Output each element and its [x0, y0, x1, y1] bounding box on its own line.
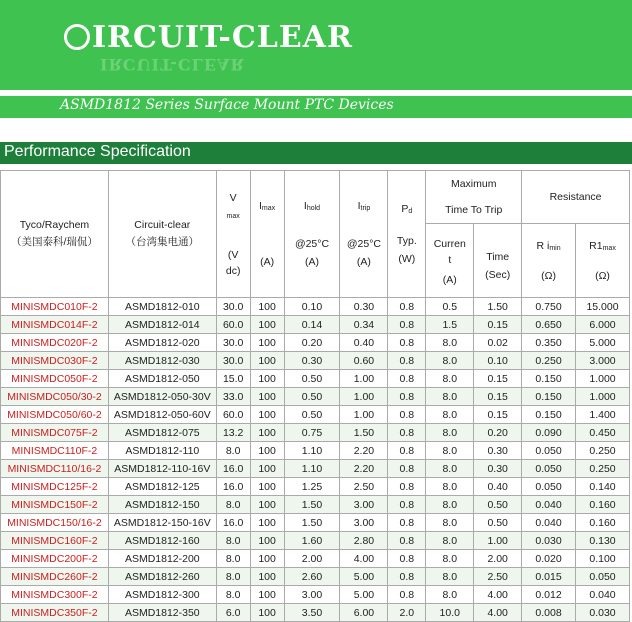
table-cell: MINISMDC050/60-2: [1, 406, 109, 424]
table-cell: 8.0: [426, 334, 474, 352]
table-cell: 0.140: [576, 478, 630, 496]
table-cell: 100: [250, 586, 284, 604]
company-logo: [64, 20, 353, 55]
table-cell: ASMD1812-020: [108, 334, 216, 352]
table-cell: 0.250: [522, 352, 576, 370]
table-cell: 100: [250, 514, 284, 532]
table-cell: 0.30: [340, 298, 388, 316]
table-cell: ASMD1812-150: [108, 496, 216, 514]
table-cell: 8.0: [426, 406, 474, 424]
header-tyco: Tyco/Raychem （美国泰科/瑞侃）: [1, 171, 109, 298]
table-row: [1, 496, 630, 514]
table-cell: 8.0: [426, 568, 474, 586]
table-cell: 60.0: [216, 406, 250, 424]
table-cell: MINISMDC125F-2: [1, 478, 109, 496]
table-cell: 0.30: [474, 442, 522, 460]
table-cell: 2.0: [388, 604, 426, 622]
table-cell: 0.8: [388, 334, 426, 352]
header-imax: Imax (A): [250, 171, 284, 298]
table-cell: 100: [250, 334, 284, 352]
table-cell: MINISMDC260F-2: [1, 568, 109, 586]
table-cell: 0.150: [522, 388, 576, 406]
table-row: [1, 586, 630, 604]
table-cell: 3.00: [284, 586, 340, 604]
table-cell: 0.050: [522, 460, 576, 478]
table-cell: 3.000: [576, 352, 630, 370]
table-cell: 0.030: [576, 604, 630, 622]
table-cell: 16.0: [216, 514, 250, 532]
table-cell: 0.8: [388, 352, 426, 370]
table-cell: 100: [250, 496, 284, 514]
table-cell: 8.0: [426, 352, 474, 370]
table-cell: 3.00: [340, 514, 388, 532]
table-cell: MINISMDC200F-2: [1, 550, 109, 568]
table-cell: 1.50: [340, 424, 388, 442]
table-cell: ASMD1812-075: [108, 424, 216, 442]
table-cell: 0.150: [522, 370, 576, 388]
table-cell: 1.50: [474, 298, 522, 316]
section-title: Performance Specification: [4, 143, 191, 160]
table-cell: 0.015: [522, 568, 576, 586]
table-body: [1, 298, 630, 622]
table-cell: 100: [250, 424, 284, 442]
table-cell: 0.250: [576, 442, 630, 460]
table-cell: 0.150: [522, 406, 576, 424]
table-cell: MINISMDC150/16-2: [1, 514, 109, 532]
table-cell: 1.60: [284, 532, 340, 550]
series-subtitle: ASMD1812 Series Surface Mount PTC Devices: [60, 97, 394, 113]
table-cell: 1.10: [284, 442, 340, 460]
table-cell: 100: [250, 298, 284, 316]
table-cell: 0.050: [576, 568, 630, 586]
table-cell: 0.650: [522, 316, 576, 334]
table-cell: 0.040: [522, 514, 576, 532]
table-cell: 0.50: [474, 514, 522, 532]
table-cell: 1.5: [426, 316, 474, 334]
header-r1-max: R1max (Ω): [576, 224, 630, 298]
table-cell: MINISMDC050F-2: [1, 370, 109, 388]
table-cell: MINISMDC050/30-2: [1, 388, 109, 406]
table-cell: 8.0: [426, 424, 474, 442]
table-cell: 0.8: [388, 442, 426, 460]
table-cell: 2.00: [474, 550, 522, 568]
table-cell: MINISMDC110/16-2: [1, 460, 109, 478]
table-cell: 8.0: [216, 496, 250, 514]
table-cell: ASMD1812-050-30V: [108, 388, 216, 406]
table-cell: 8.0: [216, 532, 250, 550]
table-cell: 0.020: [522, 550, 576, 568]
logo-c-icon: [64, 24, 90, 50]
table-cell: 5.000: [576, 334, 630, 352]
table-cell: 0.8: [388, 388, 426, 406]
table-cell: 0.350: [522, 334, 576, 352]
table-cell: 0.10: [284, 298, 340, 316]
table-cell: 8.0: [426, 370, 474, 388]
table-cell: 2.60: [284, 568, 340, 586]
table-cell: 1.000: [576, 388, 630, 406]
table-cell: 1.000: [576, 370, 630, 388]
table-cell: MINISMDC350F-2: [1, 604, 109, 622]
table-cell: 100: [250, 352, 284, 370]
table-cell: 0.750: [522, 298, 576, 316]
table-cell: 0.30: [474, 460, 522, 478]
table-cell: 15.0: [216, 370, 250, 388]
table-cell: 1.25: [284, 478, 340, 496]
table-cell: ASMD1812-014: [108, 316, 216, 334]
table-cell: ASMD1812-010: [108, 298, 216, 316]
table-cell: 6.0: [216, 604, 250, 622]
header-resistance: Resistance: [522, 171, 630, 224]
table-cell: 16.0: [216, 460, 250, 478]
table-row: [1, 550, 630, 568]
table-cell: ASMD1812-125: [108, 478, 216, 496]
header-current: Curren t (A): [426, 224, 474, 298]
table-row: [1, 370, 630, 388]
table-cell: 0.02: [474, 334, 522, 352]
table-cell: 0.8: [388, 298, 426, 316]
table-cell: 1.50: [284, 514, 340, 532]
table-row: [1, 334, 630, 352]
table-cell: 8.0: [426, 550, 474, 568]
table-cell: 8.0: [426, 442, 474, 460]
table-cell: 100: [250, 316, 284, 334]
table-cell: MINISMDC160F-2: [1, 532, 109, 550]
table-cell: 1.50: [284, 496, 340, 514]
table-cell: 0.20: [284, 334, 340, 352]
logo-text: IRCUIT-CLEAR: [92, 20, 353, 55]
table-cell: 10.0: [426, 604, 474, 622]
table-cell: 8.0: [216, 568, 250, 586]
table-cell: 8.0: [426, 388, 474, 406]
table-row: [1, 514, 630, 532]
table-cell: MINISMDC150F-2: [1, 496, 109, 514]
header-pd: Pd Typ. (W): [388, 171, 426, 298]
table-cell: 0.8: [388, 532, 426, 550]
table-cell: 4.00: [474, 604, 522, 622]
table-row: [1, 388, 630, 406]
table-cell: MINISMDC020F-2: [1, 334, 109, 352]
table-cell: 0.15: [474, 316, 522, 334]
table-row: [1, 406, 630, 424]
table-cell: 13.2: [216, 424, 250, 442]
table-cell: 8.0: [426, 532, 474, 550]
table-cell: 8.0: [426, 514, 474, 532]
table-cell: ASMD1812-110-16V: [108, 460, 216, 478]
table-cell: 0.050: [522, 478, 576, 496]
table-row: [1, 478, 630, 496]
header-circuit-clear: Circuit-clear （台湾集电通）: [108, 171, 216, 298]
table-cell: 0.60: [340, 352, 388, 370]
table-cell: 0.030: [522, 532, 576, 550]
table-cell: 2.50: [340, 478, 388, 496]
table-cell: 0.50: [284, 406, 340, 424]
table-cell: 1.00: [340, 370, 388, 388]
table-cell: 0.100: [576, 550, 630, 568]
table-cell: 8.0: [426, 478, 474, 496]
table-cell: 3.50: [284, 604, 340, 622]
table-cell: 0.130: [576, 532, 630, 550]
table-cell: 3.00: [340, 496, 388, 514]
table-cell: MINISMDC110F-2: [1, 442, 109, 460]
table-cell: 0.450: [576, 424, 630, 442]
table-cell: 30.0: [216, 298, 250, 316]
table-cell: 100: [250, 388, 284, 406]
table-cell: 0.160: [576, 514, 630, 532]
table-cell: 0.50: [474, 496, 522, 514]
table-cell: MINISMDC010F-2: [1, 298, 109, 316]
table-cell: MINISMDC030F-2: [1, 352, 109, 370]
table-cell: 8.0: [426, 496, 474, 514]
table-cell: 1.00: [340, 406, 388, 424]
table-cell: 0.50: [284, 370, 340, 388]
table-cell: 0.050: [522, 442, 576, 460]
table-cell: ASMD1812-300: [108, 586, 216, 604]
table-cell: ASMD1812-030: [108, 352, 216, 370]
header-vmax: V max (V dc): [216, 171, 250, 298]
table-cell: ASMD1812-050: [108, 370, 216, 388]
table-cell: ASMD1812-260: [108, 568, 216, 586]
table-row: [1, 532, 630, 550]
table-cell: 1.400: [576, 406, 630, 424]
table-cell: 0.15: [474, 406, 522, 424]
table-cell: 2.80: [340, 532, 388, 550]
table-cell: 0.8: [388, 316, 426, 334]
table-cell: 100: [250, 550, 284, 568]
table-cell: ASMD1812-350: [108, 604, 216, 622]
table-cell: 0.30: [284, 352, 340, 370]
table-cell: ASMD1812-150-16V: [108, 514, 216, 532]
table-cell: 16.0: [216, 478, 250, 496]
table-cell: 0.10: [474, 352, 522, 370]
table-cell: 100: [250, 568, 284, 586]
table-cell: 5.00: [340, 586, 388, 604]
header-time: Time (Sec): [474, 224, 522, 298]
table-cell: 0.75: [284, 424, 340, 442]
table-cell: 0.090: [522, 424, 576, 442]
table-cell: 0.160: [576, 496, 630, 514]
table-cell: 0.40: [474, 478, 522, 496]
table-cell: 0.15: [474, 370, 522, 388]
header-itrip: Itrip @25°C (A): [340, 171, 388, 298]
table-cell: 30.0: [216, 334, 250, 352]
table-cell: MINISMDC300F-2: [1, 586, 109, 604]
table-cell: 0.8: [388, 514, 426, 532]
header-ihold: Ihold @25°C (A): [284, 171, 340, 298]
table-cell: 0.8: [388, 550, 426, 568]
table-cell: 6.000: [576, 316, 630, 334]
table-cell: 0.20: [474, 424, 522, 442]
table-cell: 0.8: [388, 460, 426, 478]
table-cell: 100: [250, 406, 284, 424]
table-cell: ASMD1812-110: [108, 442, 216, 460]
table-cell: 1.00: [340, 388, 388, 406]
table-cell: 0.8: [388, 424, 426, 442]
table-cell: 2.50: [474, 568, 522, 586]
table-cell: 0.250: [576, 460, 630, 478]
table-cell: 8.0: [216, 442, 250, 460]
performance-table: [0, 170, 630, 622]
table-cell: 0.34: [340, 316, 388, 334]
table-cell: 100: [250, 460, 284, 478]
table-row: [1, 316, 630, 334]
table-cell: 0.40: [340, 334, 388, 352]
table-cell: 0.8: [388, 568, 426, 586]
table-cell: ASMD1812-160: [108, 532, 216, 550]
table-cell: MINISMDC014F-2: [1, 316, 109, 334]
table-row: [1, 442, 630, 460]
table-cell: 100: [250, 478, 284, 496]
table-cell: 2.20: [340, 460, 388, 478]
table-cell: 2.20: [340, 442, 388, 460]
header-max-time-to-trip: Maximum Time To Trip: [426, 171, 522, 224]
table-cell: 15.000: [576, 298, 630, 316]
table-cell: 8.0: [426, 460, 474, 478]
table-cell: 6.00: [340, 604, 388, 622]
table-cell: 0.008: [522, 604, 576, 622]
table-cell: 33.0: [216, 388, 250, 406]
table-cell: ASMD1812-200: [108, 550, 216, 568]
table-cell: 100: [250, 442, 284, 460]
table-cell: MINISMDC075F-2: [1, 424, 109, 442]
table-cell: 0.8: [388, 370, 426, 388]
table-row: [1, 460, 630, 478]
table-row: [1, 424, 630, 442]
table-row: [1, 604, 630, 622]
table-cell: 100: [250, 370, 284, 388]
table-cell: 4.00: [474, 586, 522, 604]
table-row: [1, 568, 630, 586]
table-row: [1, 298, 630, 316]
header-ri-min: R imin (Ω): [522, 224, 576, 298]
table-cell: 0.040: [576, 586, 630, 604]
table-cell: 0.012: [522, 586, 576, 604]
table-cell: 0.15: [474, 388, 522, 406]
table-cell: 0.14: [284, 316, 340, 334]
table-cell: 5.00: [340, 568, 388, 586]
table-cell: 2.00: [284, 550, 340, 568]
table-cell: 8.0: [426, 586, 474, 604]
table-cell: 0.50: [284, 388, 340, 406]
table-cell: 0.5: [426, 298, 474, 316]
table-cell: 1.00: [474, 532, 522, 550]
table-cell: 30.0: [216, 352, 250, 370]
table-cell: 1.10: [284, 460, 340, 478]
table-cell: 0.8: [388, 496, 426, 514]
table-cell: 100: [250, 532, 284, 550]
table-cell: 0.8: [388, 406, 426, 424]
table-row: [1, 352, 630, 370]
table-cell: 0.040: [522, 496, 576, 514]
table-cell: 0.8: [388, 478, 426, 496]
table-cell: 60.0: [216, 316, 250, 334]
table-cell: 100: [250, 604, 284, 622]
table-cell: 8.0: [216, 550, 250, 568]
logo-reflection: IRCUIT-CLEAR: [100, 55, 245, 74]
table-cell: ASMD1812-050-60V: [108, 406, 216, 424]
table-cell: 4.00: [340, 550, 388, 568]
table-cell: 8.0: [216, 586, 250, 604]
table-cell: 0.8: [388, 586, 426, 604]
